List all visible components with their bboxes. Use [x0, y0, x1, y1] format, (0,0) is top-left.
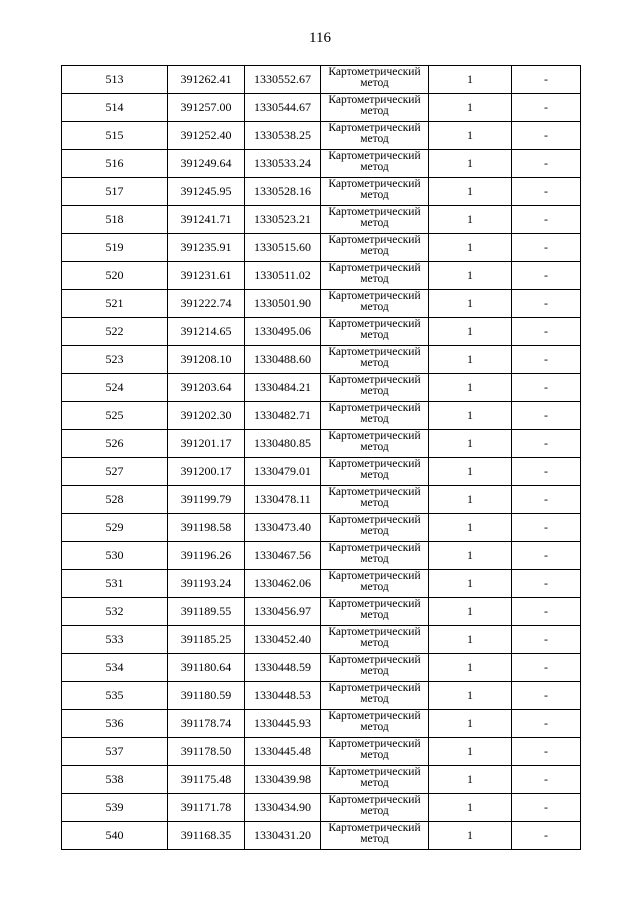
table-row [62, 710, 581, 738]
accuracy-cell: 1 [429, 598, 512, 626]
method-cell [321, 682, 429, 710]
point-number-cell: 535 [62, 682, 168, 710]
x-coordinate-cell: 391189.55 [168, 598, 245, 626]
method-cell [321, 570, 429, 598]
method-cell [321, 374, 429, 402]
point-number-cell: 530 [62, 542, 168, 570]
y-coordinate-cell: 1330448.53 [245, 682, 321, 710]
table-row [62, 458, 581, 486]
method-line-1: Картометрический [328, 290, 421, 302]
point-number-cell: 531 [62, 570, 168, 598]
method-line-2: метод [360, 470, 389, 480]
table-row [62, 794, 581, 822]
description-cell: - [512, 486, 581, 514]
page-number: 116 [309, 30, 331, 46]
method-cell [321, 514, 429, 542]
table-row [62, 290, 581, 318]
y-coordinate-cell: 1330484.21 [245, 374, 321, 402]
method-line-2: метод [360, 302, 389, 312]
accuracy-cell: 1 [429, 654, 512, 682]
y-coordinate-cell: 1330488.60 [245, 346, 321, 374]
method-cell [321, 206, 429, 234]
description-cell: - [512, 626, 581, 654]
x-coordinate-cell: 391200.17 [168, 458, 245, 486]
table-row [62, 822, 581, 850]
accuracy-cell: 1 [429, 430, 512, 458]
description-cell: - [512, 262, 581, 290]
y-coordinate-cell: 1330439.98 [245, 766, 321, 794]
description-cell: - [512, 598, 581, 626]
accuracy-cell: 1 [429, 738, 512, 766]
method-cell [321, 794, 429, 822]
y-coordinate-cell: 1330445.93 [245, 710, 321, 738]
point-number-cell: 525 [62, 402, 168, 430]
point-number-cell: 514 [62, 94, 168, 122]
method-cell [321, 486, 429, 514]
method-cell [321, 626, 429, 654]
description-cell: - [512, 822, 581, 850]
point-number-cell: 517 [62, 178, 168, 206]
description-cell: - [512, 66, 581, 94]
method-line-1: Картометрический [328, 626, 421, 638]
method-cell [321, 766, 429, 794]
accuracy-cell: 1 [429, 178, 512, 206]
method-line-1: Картометрический [328, 598, 421, 610]
y-coordinate-cell: 1330533.24 [245, 150, 321, 178]
x-coordinate-cell: 391222.74 [168, 290, 245, 318]
accuracy-cell: 1 [429, 374, 512, 402]
accuracy-cell: 1 [429, 262, 512, 290]
description-cell: - [512, 94, 581, 122]
method-line-2: метод [360, 582, 389, 592]
method-line-2: метод [360, 666, 389, 676]
point-number-cell: 534 [62, 654, 168, 682]
y-coordinate-cell: 1330456.97 [245, 598, 321, 626]
x-coordinate-cell: 391175.48 [168, 766, 245, 794]
point-number-cell: 519 [62, 234, 168, 262]
table-row [62, 234, 581, 262]
method-line-2: метод [360, 190, 389, 200]
accuracy-cell: 1 [429, 290, 512, 318]
method-line-1: Картометрический [328, 346, 421, 358]
point-number-cell: 522 [62, 318, 168, 346]
method-line-1: Картометрический [328, 402, 421, 414]
point-number-cell: 521 [62, 290, 168, 318]
table-row [62, 150, 581, 178]
y-coordinate-cell: 1330473.40 [245, 514, 321, 542]
method-line-2: метод [360, 330, 389, 340]
table-row [62, 262, 581, 290]
method-cell [321, 822, 429, 850]
method-line-1: Картометрический [328, 738, 421, 750]
point-number-cell: 528 [62, 486, 168, 514]
method-cell [321, 542, 429, 570]
accuracy-cell: 1 [429, 66, 512, 94]
x-coordinate-cell: 391208.10 [168, 346, 245, 374]
x-coordinate-cell: 391196.26 [168, 542, 245, 570]
method-line-2: метод [360, 78, 389, 88]
description-cell: - [512, 542, 581, 570]
description-cell: - [512, 178, 581, 206]
accuracy-cell: 1 [429, 402, 512, 430]
accuracy-cell: 1 [429, 94, 512, 122]
method-line-2: метод [360, 834, 389, 844]
accuracy-cell: 1 [429, 766, 512, 794]
method-line-1: Картометрический [328, 318, 421, 330]
accuracy-cell: 1 [429, 710, 512, 738]
method-line-2: метод [360, 134, 389, 144]
method-cell [321, 738, 429, 766]
y-coordinate-cell: 1330448.59 [245, 654, 321, 682]
method-cell [321, 402, 429, 430]
y-coordinate-cell: 1330434.90 [245, 794, 321, 822]
x-coordinate-cell: 391180.64 [168, 654, 245, 682]
table-row [62, 430, 581, 458]
method-cell [321, 430, 429, 458]
accuracy-cell: 1 [429, 234, 512, 262]
description-cell: - [512, 234, 581, 262]
method-cell [321, 66, 429, 94]
method-line-2: метод [360, 274, 389, 284]
x-coordinate-cell: 391178.74 [168, 710, 245, 738]
table-row [62, 626, 581, 654]
method-line-1: Картометрический [328, 654, 421, 666]
x-coordinate-cell: 391180.59 [168, 682, 245, 710]
x-coordinate-cell: 391202.30 [168, 402, 245, 430]
table-row [62, 66, 581, 94]
point-number-cell: 529 [62, 514, 168, 542]
y-coordinate-cell: 1330462.06 [245, 570, 321, 598]
point-number-cell: 537 [62, 738, 168, 766]
table-row [62, 94, 581, 122]
table-row [62, 374, 581, 402]
table-row [62, 514, 581, 542]
method-line-1: Картометрический [328, 794, 421, 806]
method-cell [321, 318, 429, 346]
x-coordinate-cell: 391193.24 [168, 570, 245, 598]
x-coordinate-cell: 391257.00 [168, 94, 245, 122]
y-coordinate-cell: 1330552.67 [245, 66, 321, 94]
x-coordinate-cell: 391231.61 [168, 262, 245, 290]
method-cell [321, 262, 429, 290]
accuracy-cell: 1 [429, 150, 512, 178]
x-coordinate-cell: 391178.50 [168, 738, 245, 766]
table-row [62, 206, 581, 234]
method-line-1: Картометрический [328, 178, 421, 190]
x-coordinate-cell: 391185.25 [168, 626, 245, 654]
method-line-2: метод [360, 498, 389, 508]
y-coordinate-cell: 1330452.40 [245, 626, 321, 654]
table-row [62, 542, 581, 570]
method-line-1: Картометрический [328, 374, 421, 386]
y-coordinate-cell: 1330528.16 [245, 178, 321, 206]
x-coordinate-cell: 391168.35 [168, 822, 245, 850]
accuracy-cell: 1 [429, 486, 512, 514]
point-number-cell: 518 [62, 206, 168, 234]
point-number-cell: 524 [62, 374, 168, 402]
method-line-2: метод [360, 106, 389, 116]
method-line-1: Картометрический [328, 150, 421, 162]
method-line-1: Картометрический [328, 206, 421, 218]
method-cell [321, 178, 429, 206]
x-coordinate-cell: 391249.64 [168, 150, 245, 178]
point-number-cell: 536 [62, 710, 168, 738]
method-line-2: метод [360, 414, 389, 424]
x-coordinate-cell: 391252.40 [168, 122, 245, 150]
description-cell: - [512, 766, 581, 794]
accuracy-cell: 1 [429, 794, 512, 822]
method-cell [321, 290, 429, 318]
description-cell: - [512, 570, 581, 598]
method-line-2: метод [360, 442, 389, 452]
point-number-cell: 539 [62, 794, 168, 822]
y-coordinate-cell: 1330431.20 [245, 822, 321, 850]
y-coordinate-cell: 1330479.01 [245, 458, 321, 486]
description-cell: - [512, 710, 581, 738]
accuracy-cell: 1 [429, 570, 512, 598]
table-row [62, 738, 581, 766]
table-row [62, 122, 581, 150]
accuracy-cell: 1 [429, 346, 512, 374]
method-line-1: Картометрический [328, 514, 421, 526]
table-row [62, 346, 581, 374]
description-cell: - [512, 794, 581, 822]
table-row [62, 318, 581, 346]
x-coordinate-cell: 391203.64 [168, 374, 245, 402]
method-line-2: метод [360, 638, 389, 648]
point-number-cell: 515 [62, 122, 168, 150]
description-cell: - [512, 682, 581, 710]
method-line-2: метод [360, 694, 389, 704]
point-number-cell: 523 [62, 346, 168, 374]
y-coordinate-cell: 1330501.90 [245, 290, 321, 318]
point-number-cell: 527 [62, 458, 168, 486]
point-number-cell: 533 [62, 626, 168, 654]
description-cell: - [512, 346, 581, 374]
description-cell: - [512, 654, 581, 682]
table-row [62, 766, 581, 794]
accuracy-cell: 1 [429, 682, 512, 710]
method-line-1: Картометрический [328, 822, 421, 834]
method-cell [321, 234, 429, 262]
description-cell: - [512, 738, 581, 766]
method-line-2: метод [360, 246, 389, 256]
accuracy-cell: 1 [429, 626, 512, 654]
method-line-1: Картометрический [328, 682, 421, 694]
point-number-cell: 526 [62, 430, 168, 458]
table-row [62, 178, 581, 206]
y-coordinate-cell: 1330538.25 [245, 122, 321, 150]
method-line-1: Картометрический [328, 262, 421, 274]
y-coordinate-cell: 1330445.48 [245, 738, 321, 766]
accuracy-cell: 1 [429, 542, 512, 570]
method-line-2: метод [360, 554, 389, 564]
y-coordinate-cell: 1330511.02 [245, 262, 321, 290]
point-number-cell: 513 [62, 66, 168, 94]
x-coordinate-cell: 391171.78 [168, 794, 245, 822]
method-line-2: метод [360, 610, 389, 620]
y-coordinate-cell: 1330544.67 [245, 94, 321, 122]
method-line-2: метод [360, 218, 389, 228]
accuracy-cell: 1 [429, 206, 512, 234]
table-row [62, 570, 581, 598]
y-coordinate-cell: 1330495.06 [245, 318, 321, 346]
table-row [62, 402, 581, 430]
table-row [62, 598, 581, 626]
accuracy-cell: 1 [429, 318, 512, 346]
y-coordinate-cell: 1330482.71 [245, 402, 321, 430]
accuracy-cell: 1 [429, 122, 512, 150]
method-line-2: метод [360, 386, 389, 396]
description-cell: - [512, 206, 581, 234]
method-line-1: Картометрический [328, 94, 421, 106]
method-line-2: метод [360, 162, 389, 172]
method-line-2: метод [360, 722, 389, 732]
y-coordinate-cell: 1330515.60 [245, 234, 321, 262]
table-row [62, 682, 581, 710]
accuracy-cell: 1 [429, 458, 512, 486]
method-line-2: метод [360, 358, 389, 368]
y-coordinate-cell: 1330478.11 [245, 486, 321, 514]
method-line-1: Картометрический [328, 542, 421, 554]
method-line-1: Картометрический [328, 430, 421, 442]
method-line-1: Картометрический [328, 766, 421, 778]
accuracy-cell: 1 [429, 514, 512, 542]
method-line-1: Картометрический [328, 458, 421, 470]
table-body [62, 66, 581, 850]
table-row [62, 486, 581, 514]
description-cell: - [512, 430, 581, 458]
accuracy-cell: 1 [429, 822, 512, 850]
description-cell: - [512, 290, 581, 318]
method-line-1: Картометрический [328, 122, 421, 134]
description-cell: - [512, 122, 581, 150]
y-coordinate-cell: 1330467.56 [245, 542, 321, 570]
x-coordinate-cell: 391214.65 [168, 318, 245, 346]
method-line-2: метод [360, 750, 389, 760]
description-cell: - [512, 150, 581, 178]
y-coordinate-cell: 1330523.21 [245, 206, 321, 234]
method-line-2: метод [360, 778, 389, 788]
method-line-1: Картометрический [328, 486, 421, 498]
description-cell: - [512, 514, 581, 542]
method-cell [321, 150, 429, 178]
table-row [62, 654, 581, 682]
method-line-1: Картометрический [328, 66, 421, 78]
point-number-cell: 520 [62, 262, 168, 290]
point-number-cell: 516 [62, 150, 168, 178]
description-cell: - [512, 402, 581, 430]
method-line-1: Картометрический [328, 234, 421, 246]
method-cell [321, 346, 429, 374]
coordinates-table [61, 65, 581, 850]
y-coordinate-cell: 1330480.85 [245, 430, 321, 458]
x-coordinate-cell: 391245.95 [168, 178, 245, 206]
method-cell [321, 654, 429, 682]
method-line-2: метод [360, 526, 389, 536]
description-cell: - [512, 318, 581, 346]
method-cell [321, 598, 429, 626]
x-coordinate-cell: 391235.91 [168, 234, 245, 262]
method-cell [321, 710, 429, 738]
method-line-1: Картометрический [328, 570, 421, 582]
x-coordinate-cell: 391262.41 [168, 66, 245, 94]
point-number-cell: 538 [62, 766, 168, 794]
method-line-1: Картометрический [328, 710, 421, 722]
description-cell: - [512, 374, 581, 402]
point-number-cell: 540 [62, 822, 168, 850]
x-coordinate-cell: 391241.71 [168, 206, 245, 234]
method-line-2: метод [360, 806, 389, 816]
x-coordinate-cell: 391198.58 [168, 514, 245, 542]
point-number-cell: 532 [62, 598, 168, 626]
method-cell [321, 122, 429, 150]
method-cell [321, 94, 429, 122]
method-cell [321, 458, 429, 486]
x-coordinate-cell: 391199.79 [168, 486, 245, 514]
description-cell: - [512, 458, 581, 486]
x-coordinate-cell: 391201.17 [168, 430, 245, 458]
